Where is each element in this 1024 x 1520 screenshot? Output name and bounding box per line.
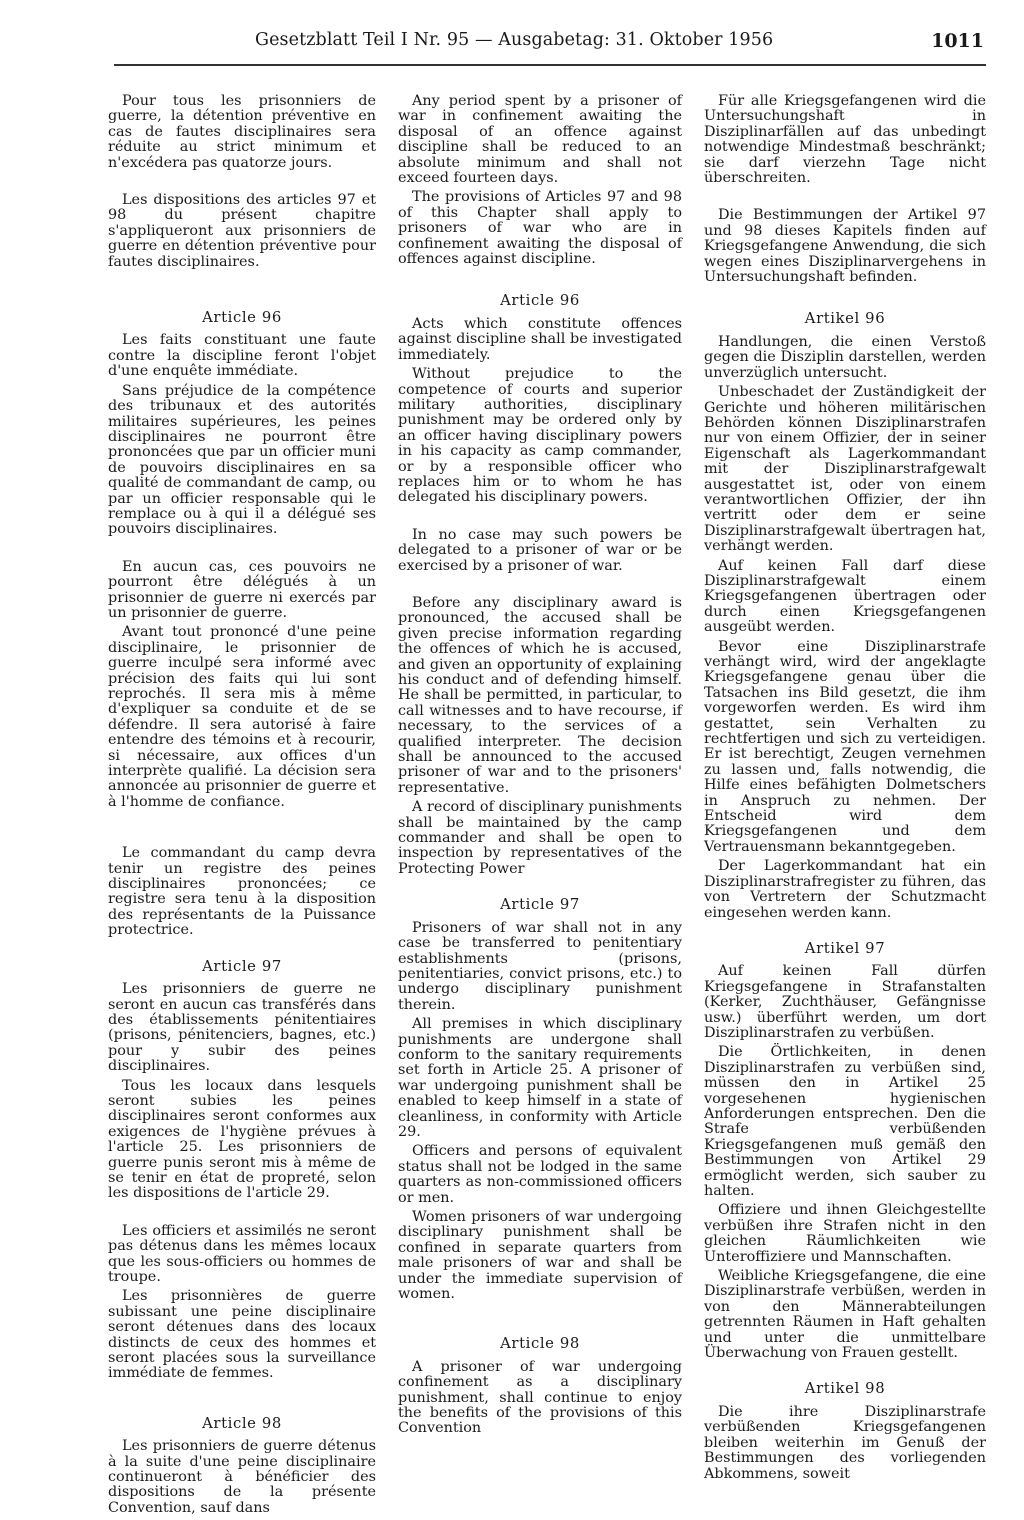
paragraph: The provisions of Articles 97 and 98 of this Chapter shall apply to prisoners of war who are in confinement awaiting the disposal of offences against discipline. xyxy=(398,189,682,268)
paragraph: Any period spent by a prisoner of war in confinement awaiting the disposal of an offence against discipline shall be reduced to an absolute minimum and shall not exceed fourteen days. xyxy=(398,93,682,187)
paragraph: Pour tous les prisonniers de guerre, la détention préventive en cas de fautes disciplinaires sera réduite au strict minimum et n'excédera pas quatorze jours. xyxy=(108,93,376,171)
paragraph: Der Lagerkommandant hat ein Disziplinarstrafregister zu führen, das von Vertretern der Schutzmacht eingesehen werden kann. xyxy=(704,858,986,921)
article-heading: Article 96 xyxy=(202,309,282,327)
paragraph: Les prisonniers de guerre ne seront en aucun cas transférés dans des établissements pénitentiaires (prisons, pénitenciers, bagnes, etc.) pour y subir des peines disciplinaires. xyxy=(108,981,376,1075)
paragraph: Auf keinen Fall dürfen Kriegsgefangene in Strafanstalten (Kerker, Zuchthäuser, Gefängnisse usw.) überführt werden, um dort Disziplinarstrafen zu verbüßen. xyxy=(704,963,986,1041)
article-heading: Article 97 xyxy=(202,957,282,975)
paragraph: Handlungen, die einen Verstoß gegen die Disziplin darstellen, werden unverzüglich untersucht. xyxy=(704,333,986,381)
article-heading: Artikel 97 xyxy=(804,939,886,957)
column-german xyxy=(704,94,986,1486)
paragraph: Die Bestimmungen der Artikel 97 und 98 dieses Kapitels finden auf Kriegsgefangene Anwendung, die sich wegen eines Disziplinarvergehens in Untersuchungshaft befinden. xyxy=(704,207,986,286)
paragraph: A prisoner of war undergoing confinement as a disciplinary punishment, shall continue to enjoy the benefits of the provisions of this Convention xyxy=(398,1358,682,1437)
paragraph: Unbeschadet der Zuständigkeit der Gerichte und höheren militärischen Behörden können Disziplinarstrafen nur von einem Offizier, der in seiner Eigenschaft als Lagerkommandant mit der Disziplinarstrafgewalt ausgestattet ist, oder von einem verantwortlichen Offizier, der ihn vertritt oder dem er seine Disziplinarstrafgewalt übertragen hat, verhängt werden. xyxy=(704,384,986,555)
paragraph: In no case may such powers be delegated to a prisoner of war or be exercised by a prisoner of war. xyxy=(398,526,682,574)
paragraph: Bevor eine Disziplinarstrafe verhängt wird, wird der angeklagte Kriegsgefangene genau über die Tatsachen ins Bild gesetzt, die ihm vorgeworfen werden. Es wird ihm gestattet, sein Verhalten zu rechtfertigen und sich zu verteidigen. Er ist berechtigt, Zeugen vernehmen zu lassen und, falls notwendig, die Hilfe eines befähigten Dolmetschers in Anspruch zu nehmen. Der Entscheid wird dem Kriegsgefangenen und dem Vertrauensmann bekanntgegeben. xyxy=(704,638,986,855)
paragraph: Tous les locaux dans lesquels seront subies les peines disciplinaires seront conformes aux exigences de l'hygiène prévues à l'article 25. Les prisonniers de guerre punis seront mis à même de se tenir en état de propreté, selon les dispositions de l'article 29. xyxy=(108,1077,376,1202)
article-heading: Artikel 96 xyxy=(804,310,886,328)
paragraph: Die ihre Disziplinarstrafe verbüßenden Kriegsgefangenen bleiben weiterhin im Genuß der Bestimmungen des vorliegenden Abkommens, soweit xyxy=(704,1403,986,1482)
paragraph: Les prisonniers de guerre détenus à la suite d'une peine disciplinaire continueront à bénéficier des dispositions de la présente Convention, sauf dans xyxy=(108,1438,376,1516)
article-heading: Article 96 xyxy=(500,292,580,310)
article-heading: Article 98 xyxy=(202,1414,282,1432)
paragraph: Before any disciplinary award is pronounced, the accused shall be given precise information regarding the offences of which he is accused, and given an opportunity of explaining his conduct and of defending himself. He shall be permitted, in particular, to call witnesses and to have recourse, if necessary, to the services of a qualified interpreter. The decision shall be announced to the accused prisoner of war and to the prisoners' representative. xyxy=(398,594,682,796)
paragraph: Die Örtlichkeiten, in denen Disziplinarstrafen zu verbüßen sind, müssen den in Artikel 25 vorgesehenen hygienischen Anforderungen entsprechen. Den die Strafe verbüßenden Kriegsgefangenen muß gemäß den Bestimmungen von Artikel 29 ermöglicht werden, sich sauber zu halten. xyxy=(704,1044,986,1199)
paragraph: Without prejudice to the competence of courts and superior military authorities, disciplinary punishment may be ordered only by an officer having disciplinary powers in his capacity as camp commander, or by a responsible officer who replaces him or to whom he has delegated his disciplinary powers. xyxy=(398,366,682,506)
column-english xyxy=(398,94,682,1441)
header-rule xyxy=(114,64,986,66)
paragraph: Women prisoners of war undergoing disciplinary punishment shall be confined in separate quarters from male prisoners of war and shall be under the immediate supervision of women. xyxy=(398,1209,682,1303)
paragraph: All premises in which disciplinary punishments are undergone shall conform to the sanitary requirements set forth in Article 25. A prisoner of war undergoing punishment shall be enabled to keep himself in a state of cleanliness, in conformity with Article 29. xyxy=(398,1016,682,1140)
paragraph: En aucun cas, ces pouvoirs ne pourront être délégués à un prisonnier de guerre ni exercés par un prisonnier de guerre. xyxy=(108,558,376,621)
page-header: Gesetzblatt Teil I Nr. 95 — Ausgabetag: 31. Oktober 1956 xyxy=(255,30,774,50)
paragraph: Les officiers et assimilés ne seront pas détenus dans les mêmes locaux que les sous-officiers ou hommes de troupe. xyxy=(108,1222,376,1285)
paragraph: A record of disciplinary punishments shall be maintained by the camp commander and shall be open to inspection by representatives of the Protecting Power xyxy=(398,799,682,877)
paragraph: Auf keinen Fall darf diese Disziplinarstrafgewalt einem Kriegsgefangenen übertragen oder durch einen Kriegsgefangenen ausgeübt werden. xyxy=(704,557,986,636)
paragraph: Offiziere und ihnen Gleichgestellte verbüßen ihre Strafen nicht in den gleichen Räumlichkeiten wie Unteroffiziere und Mannschaften. xyxy=(704,1202,986,1265)
paragraph: Avant tout prononcé d'une peine disciplinaire, le prisonnier de guerre inculpé sera informé avec précision des faits qui lui sont reprochés. Il sera mis à même d'expliquer sa conduite et de se défendre. Il sera autorisé à faire entendre des témoins et à recourir, si nécessaire, aux offices d'un interprète qualifié. La décision sera annoncée au prisonnier de guerre et à l'homme de confiance. xyxy=(108,624,376,810)
paragraph: Le commandant du camp devra tenir un registre des peines disciplinaires prononcées; ce registre sera tenu à la disposition des représentants de la Puissance protectrice. xyxy=(108,845,376,939)
paragraph: Les prisonnières de guerre subissant une peine disciplinaire seront détenues dans des locaux distincts de ceux des hommes et seront placées sous la surveillance immédiate de femmes. xyxy=(108,1288,376,1382)
page-number: 1011 xyxy=(931,30,984,52)
paragraph: Acts which constitute offences against discipline shall be investigated immediately. xyxy=(398,315,682,363)
article-heading: Article 97 xyxy=(500,896,580,914)
paragraph: Prisoners of war shall not in any case be transferred to penitentiary establishments (prisons, penitentiaries, convict prisons, etc.) to undergo disciplinary punishment therein. xyxy=(398,919,682,1013)
paragraph: Weibliche Kriegsgefangene, die eine Disziplinarstrafe verbüßen, werden in von den Männerabteilungen getrennten Räumen in Haft gehalten und unter die unmittelbare Überwachung von Frauen gestellt. xyxy=(704,1268,986,1362)
paragraph: Für alle Kriegsgefangenen wird die Untersuchungshaft in Disziplinarfällen auf das unbedingt notwendige Mindestmaß beschränkt; sie darf vierzehn Tage nicht überschreiten. xyxy=(704,93,986,187)
paragraph: Officers and persons of equivalent status shall not be lodged in the same quarters as non-commissioned officers or men. xyxy=(398,1143,682,1206)
article-heading: Artikel 98 xyxy=(804,1380,886,1398)
column-french xyxy=(108,94,376,1520)
paragraph: Sans préjudice de la compétence des tribunaux et des autorités militaires supérieures, les peines disciplinaires ne pourront être prononcées que par un officier muni de pouvoirs disciplinaires en sa qualité de commandant de camp, ou par un officier responsable qui le remplace ou à qui il a délégué ses pouvoirs disciplinaires. xyxy=(108,382,376,538)
paragraph: Les dispositions des articles 97 et 98 du présent chapitre s'appliqueront aux prisonniers de guerre en détention préventive pour fautes disciplinaires. xyxy=(108,192,376,270)
paragraph: Les faits constituant une faute contre la discipline feront l'objet d'une enquête immédiate. xyxy=(108,332,376,380)
article-heading: Article 98 xyxy=(500,1335,580,1353)
